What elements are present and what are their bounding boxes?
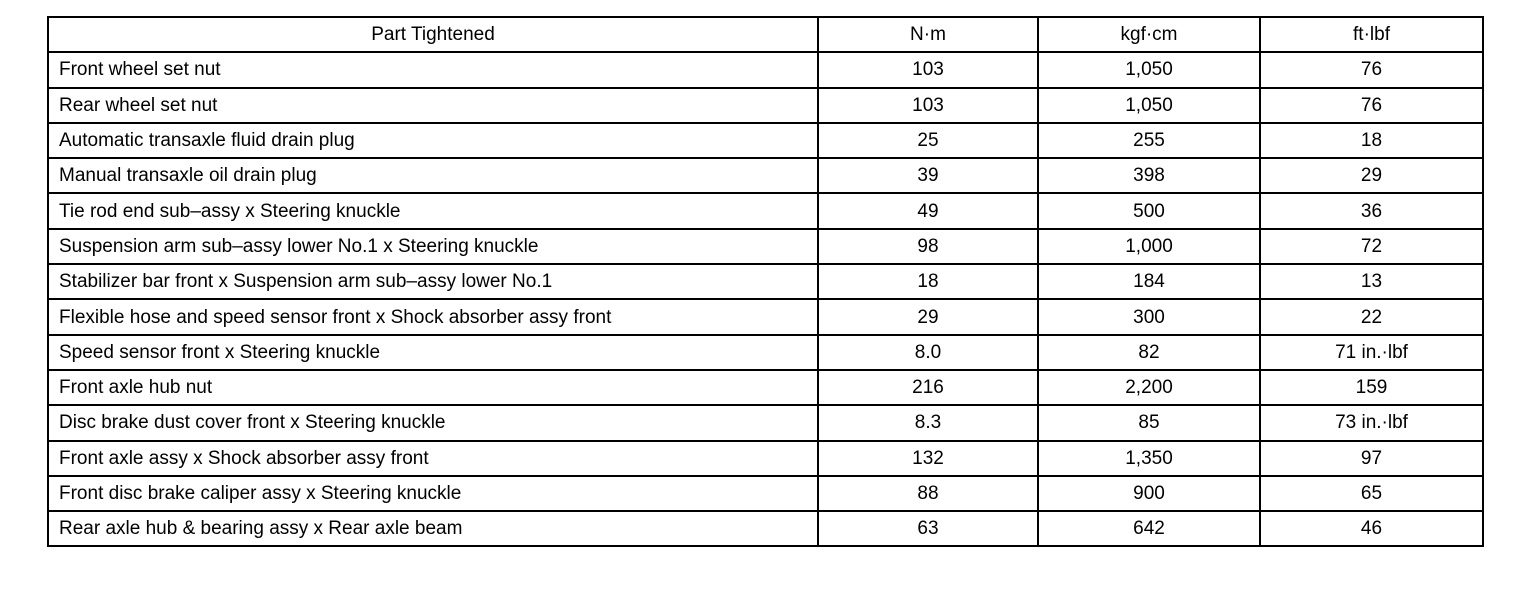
cell-part: Rear axle hub & bearing assy x Rear axle beam bbox=[48, 511, 818, 546]
table-header bbox=[48, 17, 1483, 52]
cell-kgf-cm: 500 bbox=[1038, 193, 1260, 228]
table-row bbox=[48, 370, 1483, 405]
cell-part: Front wheel set nut bbox=[48, 52, 818, 87]
cell-ft-lbf: 76 bbox=[1260, 52, 1483, 87]
table-row bbox=[48, 193, 1483, 228]
cell-kgf-cm: 900 bbox=[1038, 476, 1260, 511]
torque-spec-table bbox=[47, 16, 1484, 547]
table-row bbox=[48, 264, 1483, 299]
cell-part: Front disc brake caliper assy x Steering knuckle bbox=[48, 476, 818, 511]
cell-ft-lbf: 72 bbox=[1260, 229, 1483, 264]
cell-part: Suspension arm sub–assy lower No.1 x Steering knuckle bbox=[48, 229, 818, 264]
cell-nm: 216 bbox=[818, 370, 1038, 405]
cell-part: Front axle assy x Shock absorber assy front bbox=[48, 441, 818, 476]
table-row bbox=[48, 335, 1483, 370]
cell-kgf-cm: 82 bbox=[1038, 335, 1260, 370]
cell-kgf-cm: 1,000 bbox=[1038, 229, 1260, 264]
table-row bbox=[48, 158, 1483, 193]
cell-nm: 103 bbox=[818, 88, 1038, 123]
cell-part: Front axle hub nut bbox=[48, 370, 818, 405]
cell-ft-lbf: 18 bbox=[1260, 123, 1483, 158]
header-part-tightened: Part Tightened bbox=[48, 17, 818, 52]
cell-nm: 132 bbox=[818, 441, 1038, 476]
cell-kgf-cm: 255 bbox=[1038, 123, 1260, 158]
cell-ft-lbf: 13 bbox=[1260, 264, 1483, 299]
cell-kgf-cm: 642 bbox=[1038, 511, 1260, 546]
cell-part: Speed sensor front x Steering knuckle bbox=[48, 335, 818, 370]
cell-nm: 98 bbox=[818, 229, 1038, 264]
cell-kgf-cm: 2,200 bbox=[1038, 370, 1260, 405]
header-ft-lbf: ft·lbf bbox=[1260, 17, 1483, 52]
header-kgf-cm: kgf·cm bbox=[1038, 17, 1260, 52]
cell-nm: 8.0 bbox=[818, 335, 1038, 370]
cell-nm: 29 bbox=[818, 299, 1038, 334]
cell-kgf-cm: 85 bbox=[1038, 405, 1260, 440]
cell-nm: 103 bbox=[818, 52, 1038, 87]
cell-ft-lbf: 76 bbox=[1260, 88, 1483, 123]
cell-part: Automatic transaxle fluid drain plug bbox=[48, 123, 818, 158]
cell-ft-lbf: 65 bbox=[1260, 476, 1483, 511]
cell-ft-lbf: 22 bbox=[1260, 299, 1483, 334]
cell-kgf-cm: 398 bbox=[1038, 158, 1260, 193]
cell-ft-lbf: 46 bbox=[1260, 511, 1483, 546]
table-row bbox=[48, 511, 1483, 546]
table-row bbox=[48, 299, 1483, 334]
cell-nm: 49 bbox=[818, 193, 1038, 228]
table-row bbox=[48, 123, 1483, 158]
header-row bbox=[48, 17, 1483, 52]
cell-ft-lbf: 73 in.·lbf bbox=[1260, 405, 1483, 440]
cell-nm: 25 bbox=[818, 123, 1038, 158]
table-body bbox=[48, 52, 1483, 546]
cell-ft-lbf: 71 in.·lbf bbox=[1260, 335, 1483, 370]
table-row bbox=[48, 229, 1483, 264]
cell-part: Flexible hose and speed sensor front x Shock absorber assy front bbox=[48, 299, 818, 334]
cell-part: Tie rod end sub–assy x Steering knuckle bbox=[48, 193, 818, 228]
cell-nm: 39 bbox=[818, 158, 1038, 193]
cell-ft-lbf: 159 bbox=[1260, 370, 1483, 405]
table-row bbox=[48, 476, 1483, 511]
table-row bbox=[48, 405, 1483, 440]
cell-part: Stabilizer bar front x Suspension arm sub–assy lower No.1 bbox=[48, 264, 818, 299]
cell-part: Disc brake dust cover front x Steering knuckle bbox=[48, 405, 818, 440]
cell-nm: 88 bbox=[818, 476, 1038, 511]
cell-part: Rear wheel set nut bbox=[48, 88, 818, 123]
table-row bbox=[48, 52, 1483, 87]
cell-ft-lbf: 29 bbox=[1260, 158, 1483, 193]
cell-kgf-cm: 1,050 bbox=[1038, 52, 1260, 87]
cell-ft-lbf: 97 bbox=[1260, 441, 1483, 476]
cell-kgf-cm: 184 bbox=[1038, 264, 1260, 299]
cell-nm: 63 bbox=[818, 511, 1038, 546]
cell-kgf-cm: 1,050 bbox=[1038, 88, 1260, 123]
cell-nm: 8.3 bbox=[818, 405, 1038, 440]
cell-kgf-cm: 1,350 bbox=[1038, 441, 1260, 476]
table-row bbox=[48, 441, 1483, 476]
cell-nm: 18 bbox=[818, 264, 1038, 299]
table-row bbox=[48, 88, 1483, 123]
cell-part: Manual transaxle oil drain plug bbox=[48, 158, 818, 193]
cell-kgf-cm: 300 bbox=[1038, 299, 1260, 334]
header-nm: N·m bbox=[818, 17, 1038, 52]
cell-ft-lbf: 36 bbox=[1260, 193, 1483, 228]
